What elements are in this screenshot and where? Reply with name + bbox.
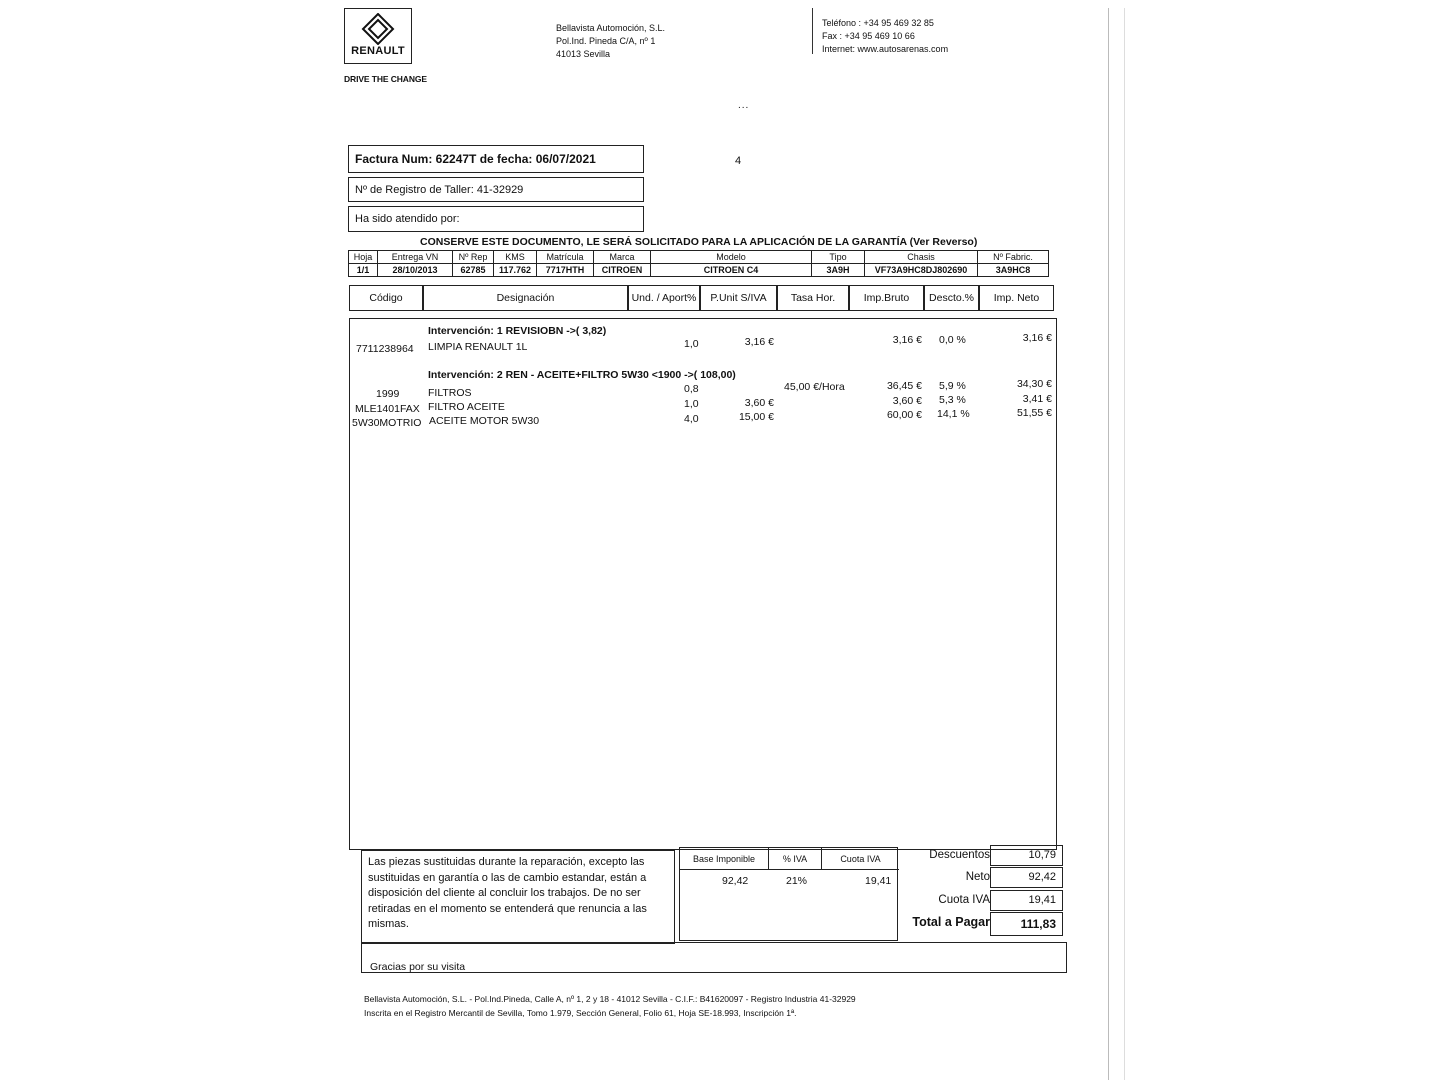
item-description: ACEITE MOTOR 5W30 (429, 415, 540, 427)
notice-line: disposición del cliente al concluir los trabajos. De no ser (368, 887, 641, 899)
thanks-text: Gracias por su visita (370, 961, 466, 973)
vehicle-value-cell: 62785 (453, 264, 494, 277)
renault-logo (344, 8, 412, 64)
vehicle-value-cell: 3A9H (812, 264, 865, 277)
contact-line: Teléfono : +34 95 469 32 85 (822, 18, 934, 28)
item-net: 34,30 € (1016, 378, 1052, 390)
column-header-description: Designación (423, 285, 628, 311)
item-gross: 60,00 € (886, 409, 922, 421)
column-header-gross: Imp.Bruto (849, 285, 924, 311)
page-edge-line (1124, 8, 1125, 1080)
attended-by: Ha sido atendido por: (355, 213, 460, 225)
legal-line: Inscrita en el Registro Mercantil de Sevilla, Tomo 1.979, Sección General, Folio 61, Hoja SE-18.993, Inscripción 1ª. (364, 1008, 797, 1018)
vehicle-value-cell: CITROEN (594, 264, 651, 277)
tax-rate-value: 21% (786, 875, 808, 887)
item-units: 1,0 (684, 338, 699, 350)
column-header-net: Imp. Neto (979, 285, 1054, 311)
vehicle-header-cell: Marca (594, 251, 651, 264)
item-unit-price: 3,16 € (744, 336, 774, 348)
tax-amount-value: 19,41 (865, 875, 892, 887)
company-contact (822, 17, 948, 56)
item-units: 4,0 (684, 413, 699, 425)
scan-dots: ... (738, 100, 750, 111)
notice-line: retiradas en el momento se entenderá que renuncia a las (368, 902, 647, 915)
tax-summary-box (679, 847, 898, 941)
item-net: 3,16 € (1022, 332, 1052, 344)
item-discount: 5,9 % (939, 380, 966, 392)
invoice-number: Factura Num: 62247T de fecha: 06/07/2021 (355, 152, 596, 166)
vehicle-table (348, 250, 1049, 277)
vehicle-header-cell: Entrega VN (378, 251, 453, 264)
tax-header-base: Base Imponible (680, 848, 769, 870)
item-gross: 3,60 € (892, 395, 922, 407)
company-line: 41013 Sevilla (556, 49, 611, 59)
header-divider (812, 8, 813, 54)
tax-header-amount: Cuota IVA (822, 848, 899, 870)
registry-number: Nº de Registro de Taller: 41-32929 (355, 183, 524, 196)
vehicle-header-cell: Modelo (651, 251, 812, 264)
vehicle-value-cell: 7717HTH (537, 264, 594, 277)
page-edge-line (1108, 8, 1109, 1080)
column-header-code: Código (349, 285, 423, 311)
invoice-number-box (348, 145, 644, 173)
notice-line: sustituidas en garantía o las de cambio estandar, están a (368, 871, 647, 884)
tax-header-rate: % IVA (769, 848, 822, 870)
vehicle-value-cell: 117.762 (494, 264, 537, 277)
notice-line: Las piezas sustituidas durante la reparación, excepto las (368, 856, 645, 868)
attended-box (348, 206, 644, 232)
vehicle-value-row (349, 264, 1049, 277)
item-description: LIMPIA RENAULT 1L (428, 341, 528, 353)
company-address (556, 22, 665, 61)
item-gross: 3,16 € (892, 334, 922, 346)
vat-label: Cuota IVA (938, 894, 990, 906)
total-value: 111,83 (990, 912, 1063, 936)
vehicle-value-cell: VF73A9HC8DJ802690 (865, 264, 978, 277)
item-discount: 14,1 % (937, 408, 970, 420)
discounts-value: 10,79 (990, 845, 1063, 866)
item-unit-price: 3,60 € (744, 397, 774, 409)
item-code: 7711238964 (356, 343, 414, 355)
vehicle-header-cell: Hoja (349, 251, 378, 264)
item-discount: 0,0 % (939, 334, 966, 346)
item-discount: 5,3 % (939, 394, 966, 406)
item-net: 51,55 € (1016, 407, 1052, 419)
column-header-units: Und. / Aport% (628, 285, 700, 311)
vehicle-header-cell: Nº Fabric. (978, 251, 1049, 264)
vehicle-header-cell: Nº Rep (453, 251, 494, 264)
contact-line: Internet: www.autosarenas.com (822, 44, 949, 54)
notice-line: mismas. (368, 918, 409, 930)
column-header-discount: Descto.% (924, 285, 979, 311)
vehicle-header-cell: KMS (494, 251, 537, 264)
vehicle-value-cell: CITROEN C4 (651, 264, 812, 277)
vehicle-header-cell: Tipo (812, 251, 865, 264)
vehicle-value-cell: 1/1 (349, 264, 378, 277)
item-description: FILTROS (428, 387, 472, 399)
net-value: 92,42 (990, 867, 1063, 888)
net-label: Neto (965, 871, 990, 883)
item-unit-price: 15,00 € (738, 411, 774, 423)
item-code: MLE1401FAX (355, 403, 420, 415)
item-code: 5W30MOTRIO (352, 417, 422, 429)
intervention-title: Intervención: 1 REVISIOBN ->( 3,82) (428, 325, 607, 337)
page-number: 4 (735, 155, 742, 167)
column-header-unit-price: P.Unit S/IVA (700, 285, 777, 311)
discounts-label: Descuentos (929, 849, 990, 861)
contact-line: Fax : +34 95 469 10 66 (822, 31, 915, 41)
company-line: Pol.Ind. Pineda C/A, nº 1 (556, 36, 656, 46)
item-gross: 36,45 € (886, 380, 922, 392)
vat-value: 19,41 (990, 890, 1063, 911)
parts-notice-box (361, 850, 675, 944)
company-line: Bellavista Automoción, S.L. (556, 23, 666, 33)
warranty-notice: CONSERVE ESTE DOCUMENTO, LE SERÁ SOLICITADO PARA LA APLICACIÓN DE LA GARANTÍA (Ver Reverso) (420, 236, 978, 248)
intervention-title: Intervención: 2 REN - ACEITE+FILTRO 5W30 <1900 ->( 108,00) (428, 369, 736, 381)
vehicle-header-cell: Matrícula (537, 251, 594, 264)
total-label: Total a Pagar (912, 915, 990, 929)
item-description: FILTRO ACEITE (428, 401, 505, 413)
vehicle-value-cell: 3A9HC8 (978, 264, 1049, 277)
item-rate: 45,00 €/Hora (784, 381, 845, 393)
item-net: 3,41 € (1022, 393, 1052, 405)
tagline: DRIVE THE CHANGE (344, 74, 427, 84)
logo-brand-text: RENAULT (351, 45, 405, 57)
item-code: 1999 (376, 388, 400, 400)
registry-box (348, 177, 644, 202)
vehicle-value-cell: 28/10/2013 (378, 264, 453, 277)
column-header-rate: Tasa Hor. (777, 285, 849, 311)
legal-line: Bellavista Automoción, S.L. - Pol.Ind.Pineda, Calle A, nº 1, 2 y 18 - 41012 Sevilla - C.I.F.: B41620097 - Registro Industria 41-32929 (364, 994, 856, 1004)
tax-base-value: 92,42 (722, 875, 749, 887)
thanks-box (361, 942, 1067, 973)
item-units: 0,8 (684, 383, 699, 395)
renault-diamond-icon (361, 13, 395, 45)
vehicle-header-row (349, 251, 1049, 264)
vehicle-header-cell: Chasis (865, 251, 978, 264)
item-units: 1,0 (684, 398, 699, 410)
